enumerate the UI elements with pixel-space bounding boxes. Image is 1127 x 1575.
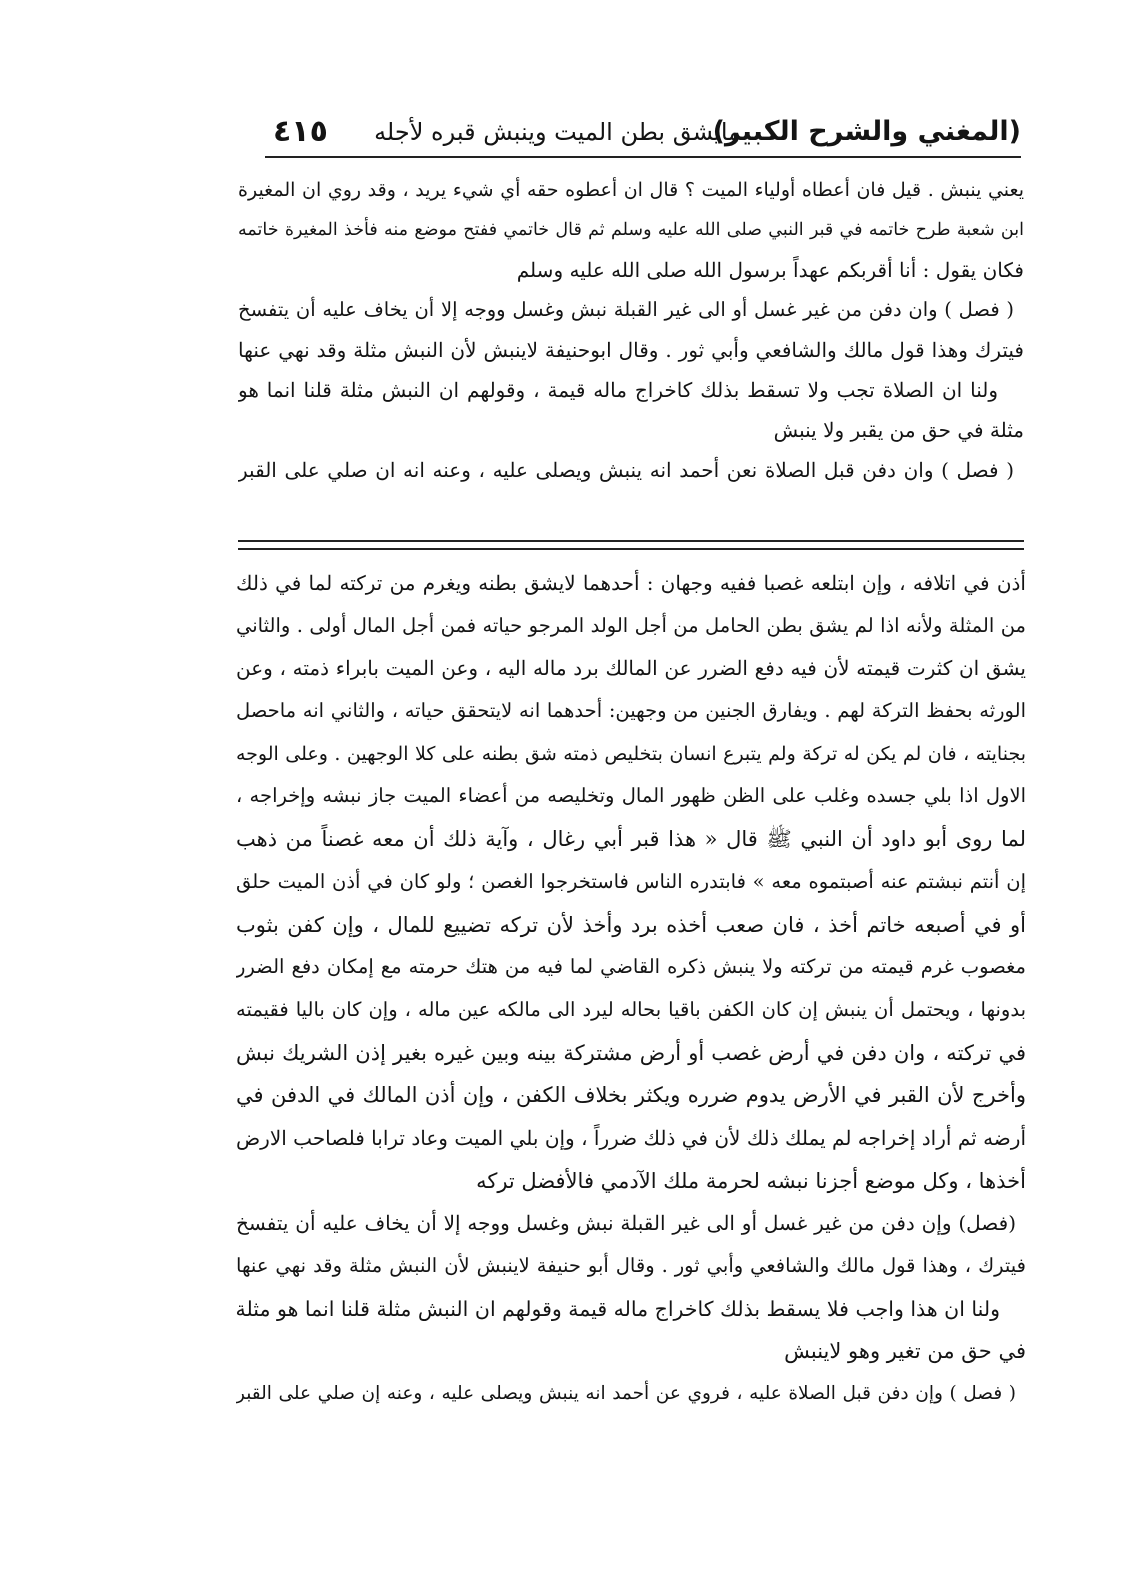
text-line: يعني ينبش . قيل فان أعطاه أولياء الميت ؟ قال ان أعطوه حقه أي شيء يريد ، وقد روي ان المغيرة	[238, 179, 1024, 201]
text-line: ( فصل ) وان دفن قبل الصلاة نعن أحمد انه ينبش ويصلى عليه ، وعنه انه ان صلي على القبر	[238, 458, 1014, 482]
text-line: الورثه بحفظ التركة لهم . ويفارق الجنين من وجهين: أحدهما انه لايتحقق حياته ، والثاني انه ماحصل	[236, 699, 1026, 723]
text-line: وأخرج لأن القبر في الأرض يدوم ضرره ويكثر بخلاف الكفن ، وإن أذن المالك في الدفن في	[236, 1083, 1026, 1108]
page-header	[265, 112, 1021, 156]
text-line: إن أنتم نبشتم عنه أصبتموه معه » فابتدره الناس فاستخرجوا الغصن ؛ ولو كان في أذن الميت حلق	[236, 869, 1026, 893]
text-line: بجنايته ، فان لم يكن له تركة ولم يتبرع انسان بتخليص ذمته شق بطنه على كلا الوجهين . وعلى الوجه	[236, 742, 1026, 765]
lower-text-block	[236, 562, 1026, 1416]
text-line: من المثلة ولأنه اذا لم يشق بطن الحامل من أجل الولد المرجو حياته فمن أجل المال أولى . والثاني	[236, 613, 1026, 637]
text-line: الاول اذا بلي جسده وغلب على الظن ظهور المال وتخليصه من أعضاء الميت جاز نبشه وإخراجه ،	[236, 784, 1026, 808]
text-line: ولنا ان هذا واجب فلا يسقط بذلك كاخراج ماله قيمة وقولهم ان النبش مثلة قلنا انما هو مثلة	[236, 1296, 1000, 1321]
text-line: أرضه ثم أراد إخراجه لم يملك ذلك لأن في ذلك ضرراً ، وإن بلي الميت وعاد ترابا فلصاحب الارض	[236, 1125, 1026, 1150]
text-line: يشق ان كثرت قيمته لأن فيه دفع الضرر عن المالك برد ماله اليه ، وعن الميت بابراء ذمته ، وعن	[236, 656, 1026, 681]
text-line: لما روى أبو داود أن النبي ﷺ قال « هذا قبر أبي رغال ، وآية ذلك أن معه غصناً من ذهب	[236, 827, 1026, 852]
section-title: مايشق بطن الميت وينبش قبره لأجله	[374, 118, 741, 146]
section-divider	[238, 540, 1024, 550]
text-line: فكان يقول : أنا أقربكم عهداً برسول الله صلى الله عليه وسلم	[516, 258, 1024, 282]
text-line: فيترك وهذا قول مالك والشافعي وأبي ثور . وقال ابوحنيفة لاينبش لأن النبش مثلة وقد نهي عنها	[238, 338, 1024, 362]
header-rule	[265, 156, 1021, 158]
text-line: فيترك ، وهذا قول مالك والشافعي وأبي ثور . وقال أبو حنيفة لاينبش لأن النبش مثلة وقد نهي عنها	[236, 1254, 1026, 1277]
text-line: في تركته ، وان دفن في أرض غصب أو أرض مشتركة بينه وبين غيره بغير إذن الشريك نبش	[236, 1040, 1026, 1065]
book-title: (المغني والشرح الكبير)	[712, 116, 1021, 147]
text-line: (فصل) وإن دفن من غير غسل أو الى غير القبلة نبش وغسل ووجه إلا أن يخاف عليه أن يتفسخ	[236, 1211, 1016, 1236]
text-line: أو في أصبعه خاتم أخذ ، فان صعب أخذه برد وأخذ لأن تركه تضييع للمال ، وإن كفن بثوب	[236, 912, 1026, 937]
text-line: بدونها ، ويحتمل أن ينبش إن كان الكفن باقيا بحاله ليرد الى مالكه عين ماله ، وإن كان باليا فقيمته	[236, 997, 1026, 1021]
text-line: ( فصل ) وان دفن من غير غسل أو الى غير القبلة نبش وغسل ووجه إلا أن يخاف عليه أن يتفسخ	[238, 298, 1014, 321]
text-line: ( فصل ) وإن دفن قبل الصلاة عليه ، فروي عن أحمد انه ينبش ويصلى عليه ، وعنه إن صلي على القبر	[236, 1383, 1016, 1405]
text-line: في حق من تغير وهو لاينبش	[784, 1339, 1026, 1364]
text-line: مغصوب غرم قيمته من تركته ولا ينبش ذكره القاضي لما فيه من هتك حرمته مع إمكان دفع الضرر	[236, 955, 1026, 979]
upper-text-block	[238, 170, 1024, 490]
text-line: أذن في اتلافه ، وإن ابتلعه غصبا ففيه وجهان : أحدهما لايشق بطنه ويغرم من تركته لما في ذلك	[236, 571, 1026, 595]
page-number: ٤١٥	[273, 114, 328, 149]
text-line: مثلة في حق من يقبر ولا ينبش	[773, 418, 1024, 442]
text-line: ولنا ان الصلاة تجب ولا تسقط بذلك كاخراج ماله قيمة ، وقولهم ان النبش مثلة قلنا انما هو	[238, 378, 998, 402]
text-line: أخذها ، وكل موضع أجزنا نبشه لحرمة ملك الآدمي فالأفضل تركه	[476, 1168, 1026, 1193]
text-line: ابن شعبة طرح خاتمه في قبر النبي صلى الله عليه وسلم ثم قال خاتمي ففتح موضع منه فأخذ المغيرة خاتمه	[238, 220, 1024, 240]
